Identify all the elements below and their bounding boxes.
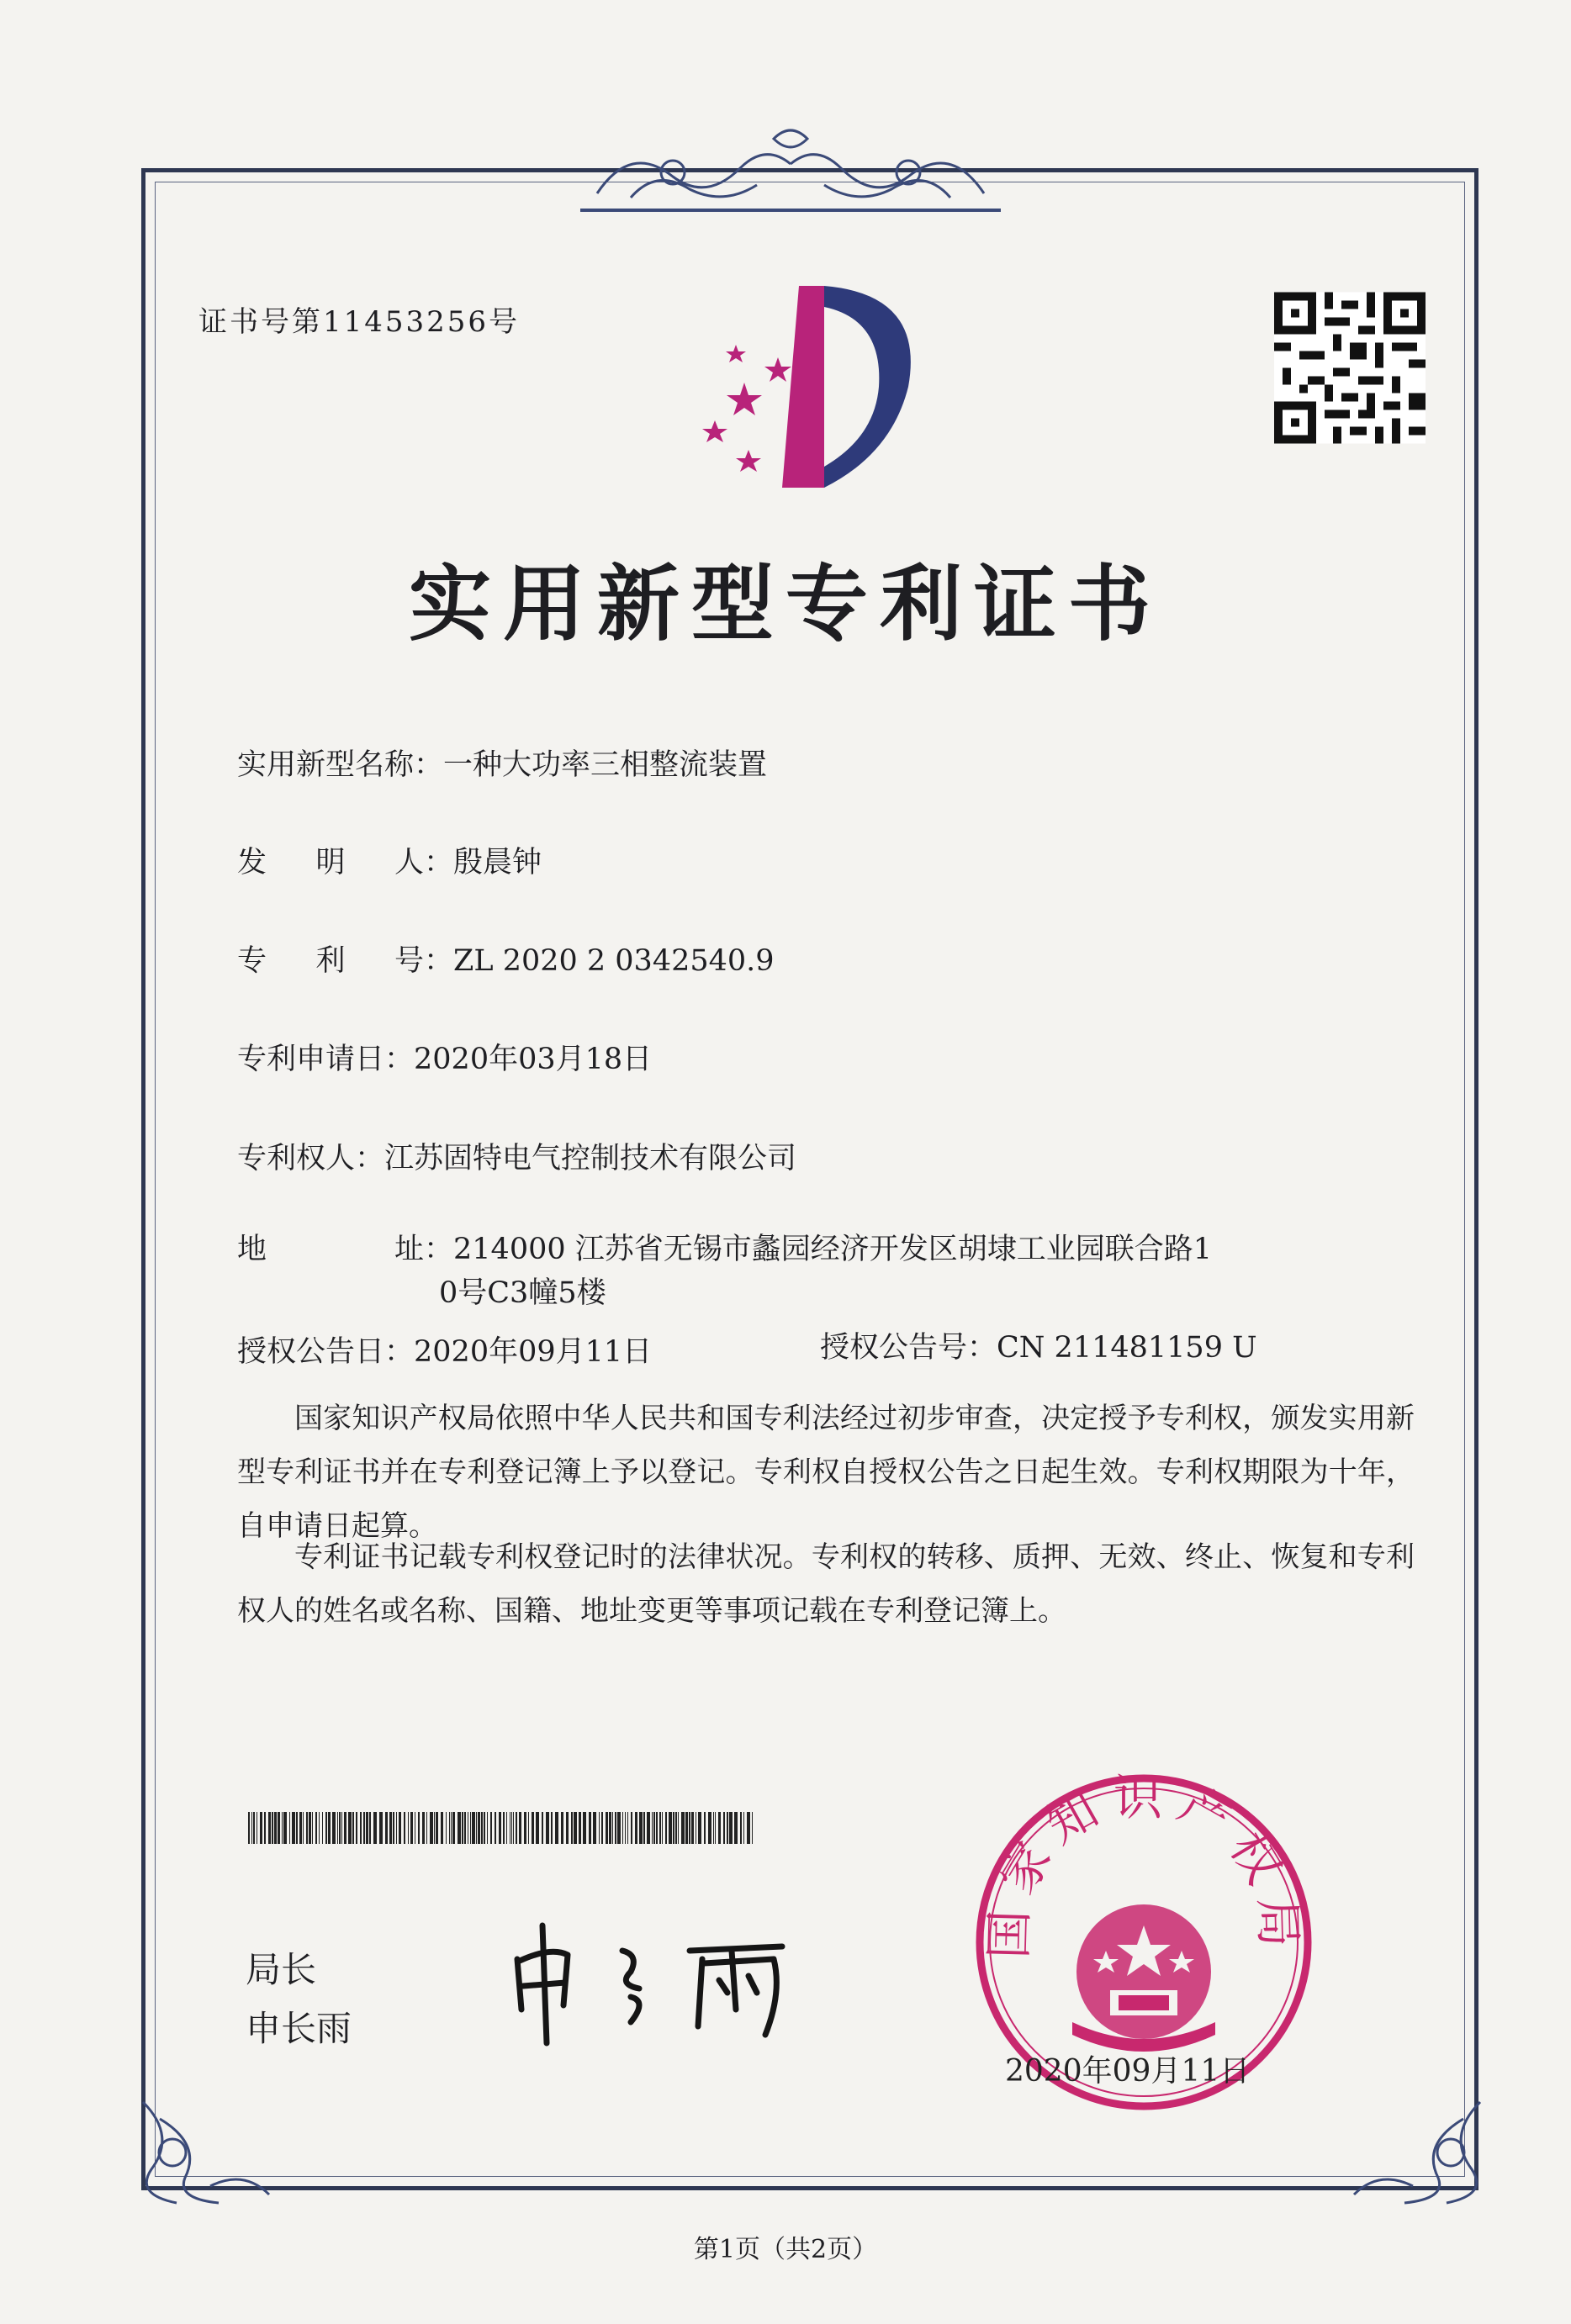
barcode-bar — [689, 1812, 690, 1844]
barcode-bar — [422, 1812, 425, 1844]
address-row: 地址：214000 江苏省无锡市蠡园经济开发区胡埭工业园联合路1 — [237, 1226, 1212, 1268]
barcode-bar — [743, 1812, 744, 1844]
barcode-bar — [341, 1812, 342, 1844]
barcode-bar — [484, 1812, 485, 1844]
patentee-row — [237, 1135, 796, 1177]
seal-date: 2020年09月11日 — [1005, 2054, 1251, 2089]
barcode-bar — [685, 1812, 688, 1844]
qr-code — [1274, 290, 1426, 446]
barcode-bar — [704, 1812, 706, 1844]
barcode-bar — [631, 1812, 632, 1844]
barcode-bar — [747, 1812, 750, 1844]
barcode-bar — [566, 1812, 569, 1844]
barcode-bar — [322, 1812, 323, 1844]
barcode-bar — [622, 1812, 623, 1844]
barcode-bar — [348, 1812, 352, 1844]
barcode-bar — [264, 1812, 266, 1844]
barcode-bar — [436, 1812, 438, 1844]
barcode-bar — [312, 1812, 313, 1844]
barcode-bar — [319, 1812, 320, 1844]
barcode-bar — [506, 1812, 507, 1844]
barcode-bar — [551, 1812, 553, 1844]
barcode-bar — [740, 1812, 742, 1844]
barcode-bar — [470, 1812, 471, 1844]
barcode-bar — [464, 1812, 466, 1844]
barcode-bar — [718, 1812, 721, 1844]
inventor-row: 发明人：殷晨钟 — [237, 839, 542, 881]
barcode-bar — [511, 1812, 512, 1844]
barcode-bar — [715, 1812, 716, 1844]
barcode-bar — [625, 1812, 626, 1844]
barcode-bar — [339, 1812, 341, 1844]
barcode-bar — [635, 1812, 637, 1844]
barcode-bar — [665, 1812, 667, 1844]
filing-date-value: 2020年03月18日 — [414, 1043, 653, 1076]
barcode-bar — [487, 1812, 488, 1844]
patentee-value: 江苏固特电气控制技术有限公司 — [384, 1142, 797, 1175]
grant-number-row — [820, 1324, 1257, 1366]
page-number: 第1页（共2页） — [693, 2235, 878, 2264]
barcode-bar — [404, 1812, 405, 1844]
barcode-bar — [325, 1812, 327, 1844]
barcode-bar — [472, 1812, 475, 1844]
barcode-bar — [289, 1812, 290, 1844]
barcode-bar — [449, 1812, 450, 1844]
barcode-bar — [332, 1812, 336, 1844]
barcode-bar — [315, 1812, 317, 1844]
utility-model-name-label: 实用新型名称： — [237, 748, 444, 782]
filing-date-label: 专利申请日： — [237, 1043, 415, 1076]
barcode-bar — [352, 1812, 354, 1844]
barcode-bar — [532, 1812, 534, 1844]
barcode-bar — [606, 1812, 608, 1844]
barcode-bar — [669, 1812, 672, 1844]
barcode-bar — [389, 1812, 392, 1844]
barcode-bar — [478, 1812, 480, 1844]
barcode-bar — [379, 1812, 383, 1844]
barcode-bar — [366, 1812, 368, 1844]
barcode-bar — [729, 1812, 733, 1844]
barcode-bar — [408, 1812, 409, 1844]
barcode-bar — [452, 1812, 455, 1844]
filing-date-row — [237, 1036, 652, 1078]
barcode-bar — [434, 1812, 435, 1844]
barcode-bar — [272, 1812, 273, 1844]
barcode-bar — [734, 1812, 738, 1844]
barcode-bar — [599, 1812, 600, 1844]
barcode-bar — [369, 1812, 371, 1844]
barcode-bar — [274, 1812, 277, 1844]
barcode-bar — [555, 1812, 558, 1844]
barcode-bar — [681, 1812, 685, 1844]
inventor-label: 发明人 — [237, 846, 424, 879]
barcode-bar — [647, 1812, 650, 1844]
barcode-bar — [656, 1812, 658, 1844]
barcode-bar — [356, 1812, 357, 1844]
barcode-bar — [609, 1812, 611, 1844]
utility-model-name-value: 一种大功率三相整流装置 — [443, 748, 768, 782]
barcode-bar — [662, 1812, 663, 1844]
barcode-bar — [248, 1812, 250, 1844]
top-ornament — [580, 126, 1001, 219]
patent-number-label: 专利号 — [237, 944, 424, 978]
barcode-bar — [601, 1812, 603, 1844]
barcode-bar — [337, 1812, 338, 1844]
barcode-bar — [617, 1812, 621, 1844]
patent-number-row: 专利号：ZL 2020 2 0342540.9 — [237, 938, 775, 980]
barcode-bar — [546, 1812, 549, 1844]
legal-status-paragraph: 专利证书记载专利权登记时的法律状况。专利权的转移、质押、无效、终止、恢复和专利权人的姓名或名称、国籍、地址变更等事项记载在专利登记簿上。 — [237, 1540, 1415, 1628]
barcode-bar — [363, 1812, 365, 1844]
barcode-bar — [282, 1812, 283, 1844]
barcode-bar — [503, 1812, 505, 1844]
barcode-bar — [561, 1812, 563, 1844]
barcode-bar — [583, 1812, 586, 1844]
barcode-bar — [360, 1812, 362, 1844]
barcode-bar — [306, 1812, 308, 1844]
barcode-bar — [627, 1812, 628, 1844]
barcode-bar — [441, 1812, 443, 1844]
barcode-bar — [643, 1812, 645, 1844]
barcode-bar — [723, 1812, 725, 1844]
barcode-bar — [481, 1812, 483, 1844]
barcode-bar — [458, 1812, 461, 1844]
bottom-right-ornament — [1346, 2085, 1497, 2211]
barcode-bar — [653, 1812, 655, 1844]
barcode-bar — [524, 1812, 526, 1844]
director-title: 局长 — [246, 1949, 317, 1990]
barcode-bar — [673, 1812, 674, 1844]
barcode-bar — [499, 1812, 501, 1844]
barcode-bar — [260, 1812, 262, 1844]
inventor-value: 殷晨钟 — [453, 846, 542, 879]
director-name: 申长雨 — [246, 2008, 352, 2049]
barcode-bar — [542, 1812, 543, 1844]
barcode-bar — [612, 1812, 613, 1844]
barcode-bar — [309, 1812, 311, 1844]
barcode-bar — [589, 1812, 591, 1844]
barcode-bar — [373, 1812, 377, 1844]
barcode-bar — [675, 1812, 677, 1844]
patent-office-logo — [698, 277, 942, 496]
barcode-bar — [251, 1812, 252, 1844]
barcode-bar — [519, 1812, 521, 1844]
barcode-bar — [410, 1812, 413, 1844]
barcode-bar — [691, 1812, 694, 1844]
barcode-bar — [593, 1812, 596, 1844]
barcode-bar — [399, 1812, 401, 1844]
grant-date-row — [237, 1328, 652, 1371]
barcode-bar — [727, 1812, 728, 1844]
barcode-bar — [451, 1812, 452, 1844]
barcode-bar — [476, 1812, 477, 1844]
barcode-bar — [462, 1812, 463, 1844]
barcode-bar — [418, 1812, 420, 1844]
barcode-bar — [328, 1812, 331, 1844]
barcode-bar — [385, 1812, 388, 1844]
bottom-left-ornament — [126, 2085, 278, 2211]
barcode-bar — [513, 1812, 514, 1844]
barcode-bar — [344, 1812, 346, 1844]
seal-text: 国家知识产权局 — [980, 1770, 1308, 1960]
barcode — [248, 1812, 753, 1844]
barcode-bar — [678, 1812, 679, 1844]
grant-number-value: CN 211481159 U — [997, 1331, 1257, 1365]
barcode-bar — [495, 1812, 496, 1844]
grant-statement-paragraph: 国家知识产权局依照中华人民共和国专利法经过初步审查，决定授予专利权，颁发实用新型专利证书并在专利登记簿上予以登记。专利权自授权公告之日起生效。专利权期限为十年，自申请日起算。 — [237, 1402, 1415, 1543]
barcode-bar — [268, 1812, 271, 1844]
barcode-bar — [536, 1812, 539, 1844]
barcode-bar — [639, 1812, 643, 1844]
barcode-bar — [698, 1812, 701, 1844]
barcode-bar — [659, 1812, 661, 1844]
barcode-bar — [283, 1812, 287, 1844]
utility-model-name-row — [237, 742, 767, 784]
grant-date-label: 授权公告日： — [237, 1335, 415, 1369]
certificate-number: 证书号第11453256号 — [198, 305, 521, 339]
address-label: 地址 — [237, 1233, 424, 1266]
barcode-bar — [393, 1812, 394, 1844]
certificate-title: 实用新型专利证书 — [408, 556, 1162, 652]
barcode-bar — [490, 1812, 492, 1844]
barcode-bar — [615, 1812, 616, 1844]
barcode-bar — [571, 1812, 573, 1844]
barcode-bar — [303, 1812, 304, 1844]
barcode-bar — [652, 1812, 653, 1844]
barcode-bar — [574, 1812, 577, 1844]
barcode-bar — [292, 1812, 295, 1844]
barcode-bar — [446, 1812, 447, 1844]
barcode-bar — [516, 1812, 517, 1844]
barcode-bar — [579, 1812, 581, 1844]
barcode-bar — [713, 1812, 714, 1844]
grant-number-label: 授权公告号： — [820, 1331, 997, 1365]
address-line2: 0号C3幢5楼 — [439, 1276, 606, 1310]
patent-number-value: ZL 2020 2 0342540.9 — [453, 944, 775, 978]
barcode-bar — [528, 1812, 529, 1844]
barcode-bar — [299, 1812, 302, 1844]
barcode-bar — [430, 1812, 433, 1844]
barcode-bar — [296, 1812, 298, 1844]
barcode-bar — [708, 1812, 711, 1844]
barcode-bar — [253, 1812, 255, 1844]
address-line1: 214000 江苏省无锡市蠡园经济开发区胡埭工业园联合路1 — [453, 1233, 1213, 1266]
barcode-bar — [278, 1812, 280, 1844]
director-signature — [505, 1909, 841, 2052]
grant-date-value: 2020年09月11日 — [414, 1335, 653, 1369]
barcode-bar — [752, 1812, 753, 1844]
barcode-bar — [396, 1812, 397, 1844]
barcode-bar — [426, 1812, 427, 1844]
patentee-label: 专利权人： — [237, 1142, 385, 1175]
